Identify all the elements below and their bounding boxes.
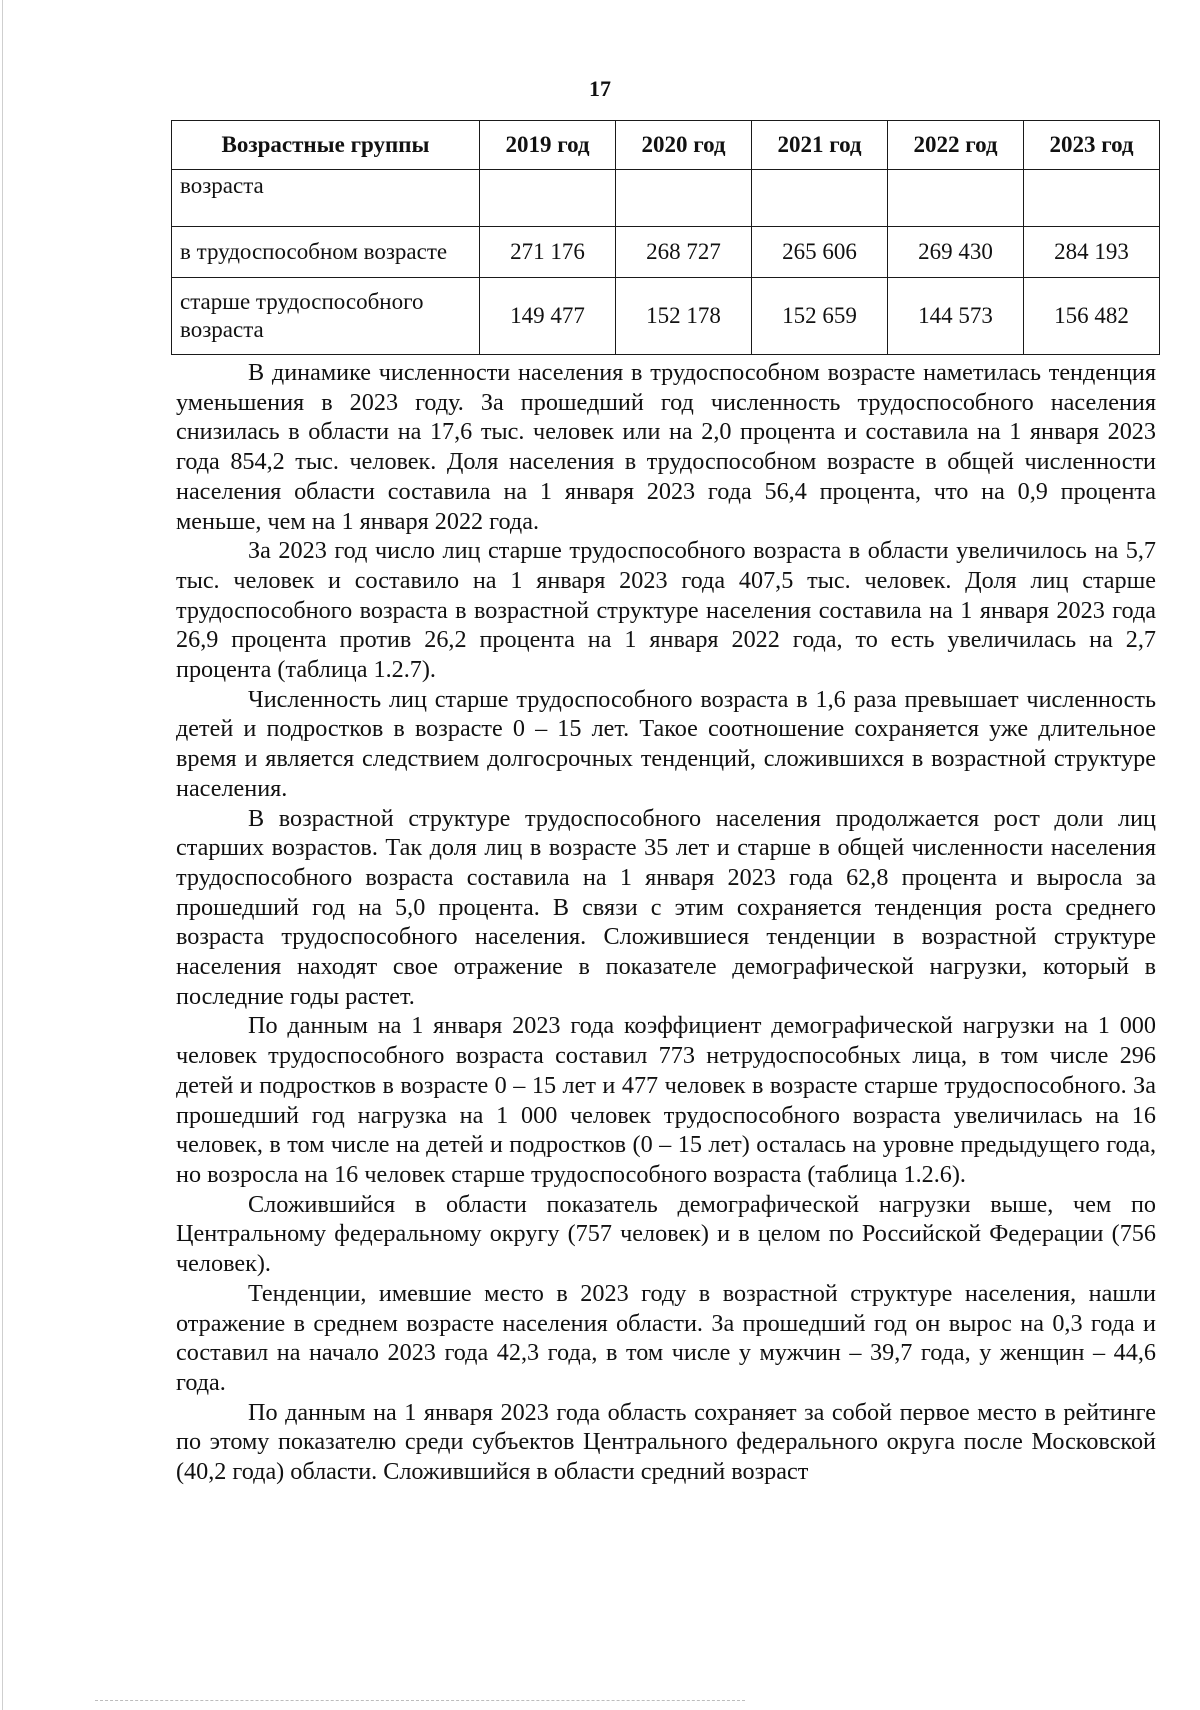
table-cell xyxy=(888,170,1024,227)
table-cell xyxy=(1024,170,1160,227)
paragraph: В динамике численности населения в трудоспособном возрасте наметилась тенденция уменьшения в 2023 году. За прошедший год численность трудоспособного населения снизилась в области на 17,6 тыс. человек или на 2,0 процента и составила на 1 января 2023 года 854,2 тыс. человек. Доля населения в трудоспособном возрасте в общей численности населения области составила на 1 января 2023 года 56,4 процента, что на 0,9 процента меньше, чем на 1 января 2022 года. xyxy=(176,359,1156,535)
row-label: старше трудоспособного возраста xyxy=(172,278,480,355)
paragraph: За 2023 год число лиц старше трудоспособного возраста в области увеличилось на 5,7 тыс. человек и составило на 1 января 2023 года 407,5 тыс. человек. Доля лиц старше трудоспособного возраста в возрастной структуре населения составила на 1 января 2023 года 26,9 процента против 26,2 процента на 1 января 2022 года, то есть увеличилась на 2,7 процента (таблица 1.2.7). xyxy=(176,537,1156,684)
scan-bottom-line xyxy=(95,1700,745,1701)
table-cell: 152 178 xyxy=(616,278,752,355)
table-cell xyxy=(616,170,752,227)
table-row xyxy=(172,170,1160,227)
age-groups-table-container xyxy=(171,120,1159,355)
table-cell: 284 193 xyxy=(1024,227,1160,278)
table-cell: 271 176 xyxy=(480,227,616,278)
row-label: в трудоспособном возрасте xyxy=(172,227,480,278)
table-header-cell: 2022 год xyxy=(888,121,1024,170)
table-cell: 265 606 xyxy=(752,227,888,278)
table-header-row xyxy=(172,121,1160,170)
paragraph: Сложившийся в области показатель демографической нагрузки выше, чем по Центральному федеральному округу (757 человек) и в целом по Российской Федерации (756 человек). xyxy=(176,1190,1156,1278)
table-header-cell: 2020 год xyxy=(616,121,752,170)
table-cell: 144 573 xyxy=(888,278,1024,355)
table-cell xyxy=(752,170,888,227)
table-header-cell: 2023 год xyxy=(1024,121,1160,170)
table-cell: 156 482 xyxy=(1024,278,1160,355)
table-cell: 268 727 xyxy=(616,227,752,278)
paragraph: Тенденции, имевшие место в 2023 году в возрастной структуре населения, нашли отражение в среднем возрасте населения области. За прошедший год он вырос на 0,3 года и составил на начало 2023 года 42,3 года, в том числе у мужчин – 39,7 года, у женщин – 44,6 года. xyxy=(176,1279,1156,1396)
table-header-cell: 2019 год xyxy=(480,121,616,170)
age-groups-table xyxy=(171,120,1160,355)
row-label: возраста xyxy=(172,170,480,227)
page-number: 17 xyxy=(589,76,611,101)
table-cell: 269 430 xyxy=(888,227,1024,278)
table-row xyxy=(172,278,1160,355)
table-cell: 149 477 xyxy=(480,278,616,355)
paragraph: По данным на 1 января 2023 года коэффициент демографической нагрузки на 1 000 человек трудоспособного возраста составил 773 нетрудоспособных лица, в том числе 296 детей и подростков в возрасте 0 – 15 лет и 477 человек в возрасте старше трудоспособного. За прошедший год нагрузка на 1 000 человек трудоспособного возраста увеличилась на 16 человек, в том числе на детей и подростков (0 – 15 лет) осталась на уровне предыдущего года, но возросла на 16 человек старше трудоспособного возраста (таблица 1.2.6). xyxy=(176,1012,1156,1188)
table-cell: 152 659 xyxy=(752,278,888,355)
table-row xyxy=(172,227,1160,278)
scan-edge-line xyxy=(2,0,3,1710)
paragraph: В возрастной структуре трудоспособного населения продолжается рост доли лиц старших возрастов. Так доля лиц в возрасте 35 лет и старше в общей численности населения трудоспособного возраста составила на 1 января 2023 года 62,8 процента и выросла за прошедший год на 5,0 процента. В связи с этим сохраняется тенденция роста среднего возраста трудоспособного населения. Сложившиеся тенденции в возрастной структуре населения находят свое отражение в показателе демографической нагрузки, который в последние годы растет. xyxy=(176,804,1156,1010)
body-text xyxy=(176,358,1156,1487)
table-header-cell: Возрастные группы xyxy=(172,121,480,170)
table-cell xyxy=(480,170,616,227)
paragraph: По данным на 1 января 2023 года область сохраняет за собой первое место в рейтинге по этому показателю среди субъектов Центрального федерального округа после Московской (40,2 года) области. Сложившийся в области средний возраст xyxy=(176,1398,1156,1486)
paragraph: Численность лиц старше трудоспособного возраста в 1,6 раза превышает численность детей и подростков в возрасте 0 – 15 лет. Такое соотношение сохраняется уже длительное время и является следствием долгосрочных тенденций, сложившихся в возрастной структуре населения. xyxy=(176,685,1156,802)
table-header-cell: 2021 год xyxy=(752,121,888,170)
